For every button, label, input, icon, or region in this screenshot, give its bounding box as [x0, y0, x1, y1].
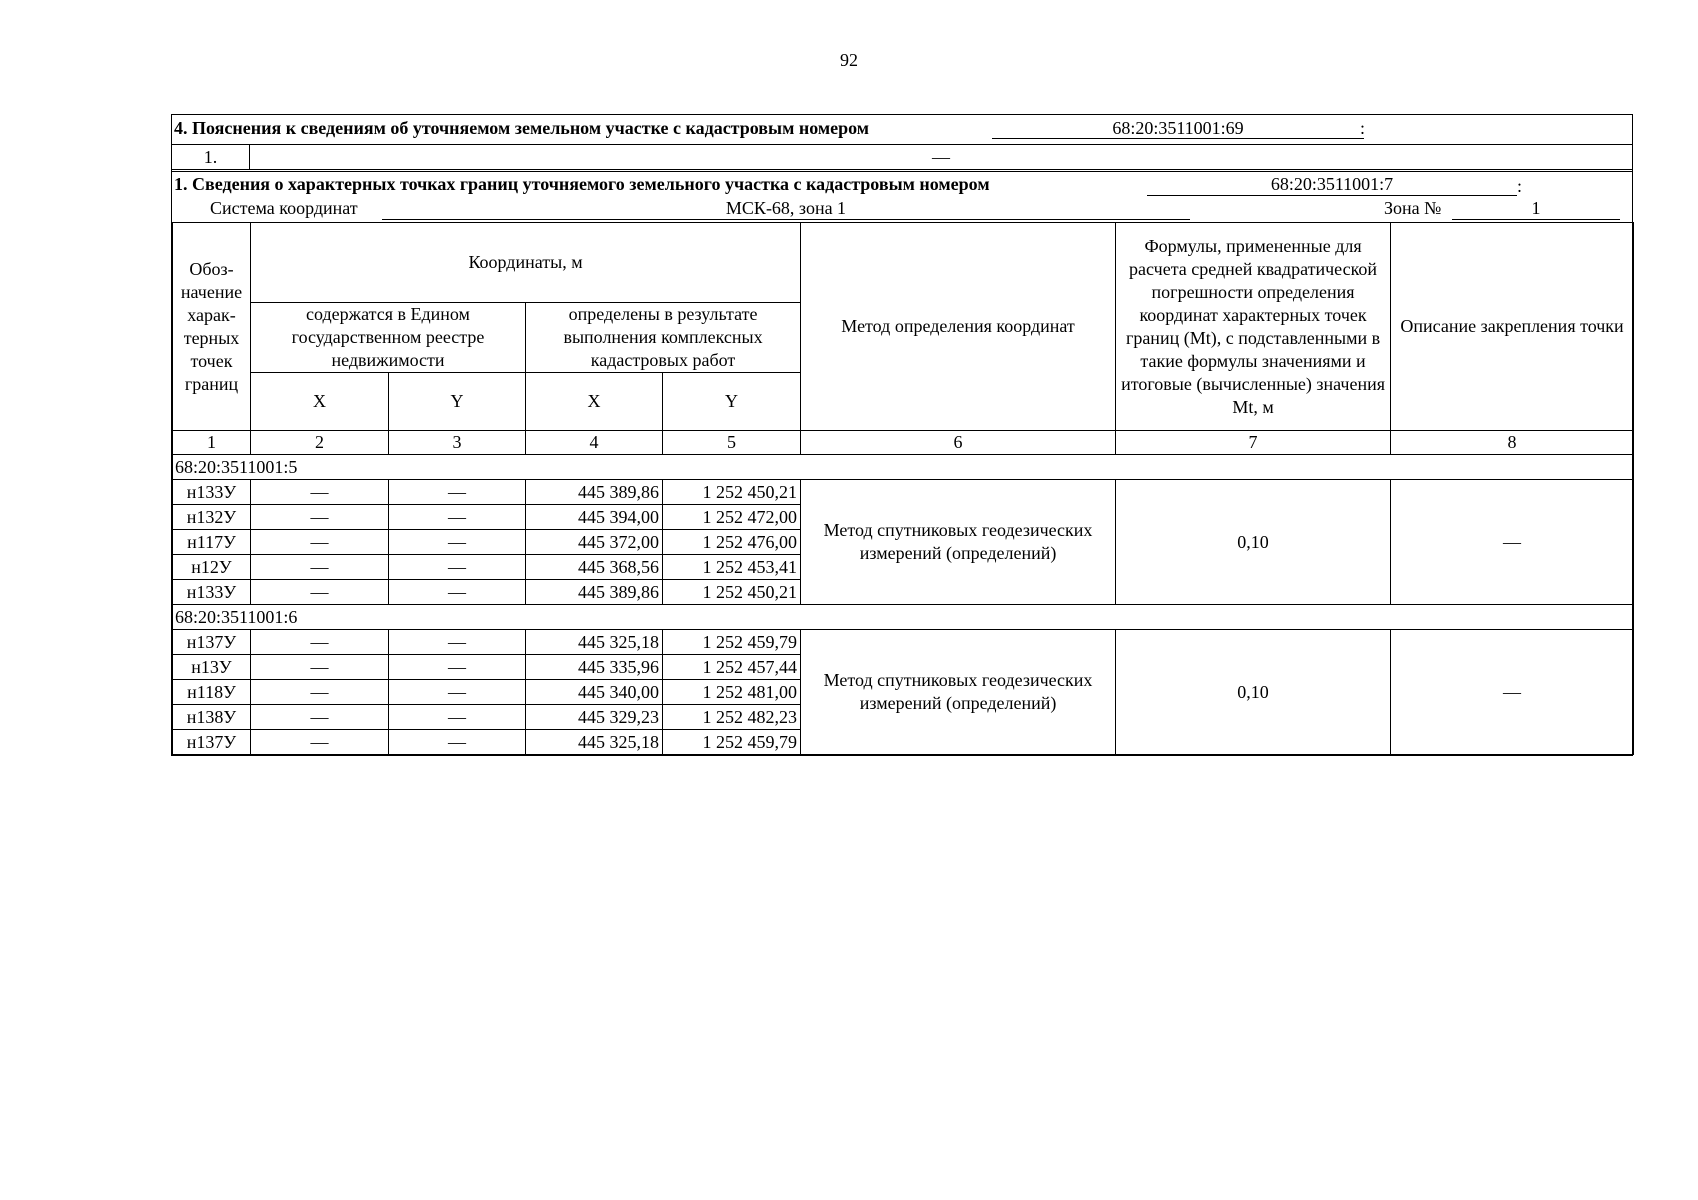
method-cell: Метод спутниковых геодезических измерений (определений)	[801, 480, 1116, 605]
coord-system-label: Система координат	[210, 198, 358, 218]
x-egrn-cell: —	[251, 580, 389, 605]
header-coordinates: Координаты, м	[251, 223, 801, 303]
x-cell: 445 372,00	[526, 530, 663, 555]
y-cell: 1 252 457,44	[663, 655, 801, 680]
section4-header	[172, 115, 1632, 145]
section1-title: 1. Сведения о характерных точках границ уточняемого земельного участка с кадастровым номером	[174, 174, 990, 194]
column-index: 1	[173, 431, 251, 455]
y-cell: 1 252 472,00	[663, 505, 801, 530]
parcel-group-label: 68:20:3511001:6	[173, 605, 1634, 630]
y-egrn-cell: —	[389, 680, 526, 705]
y-egrn-cell: —	[389, 580, 526, 605]
mt-value-cell: 0,10	[1116, 480, 1391, 605]
column-index: 7	[1116, 431, 1391, 455]
header-formula: Формулы, примененные для расчета средней квадратической погрешности определения координат характерных точек границ (Mt), с подставленными в такие формулы значениями и итоговые (вычисленные) значения Mt, м	[1116, 223, 1391, 431]
y-cell: 1 252 482,23	[663, 705, 801, 730]
header-x-egrn: X	[251, 373, 389, 431]
y-egrn-cell: —	[389, 705, 526, 730]
x-egrn-cell: —	[251, 680, 389, 705]
x-cell: 445 389,86	[526, 480, 663, 505]
y-cell: 1 252 459,79	[663, 730, 801, 755]
x-cell: 445 325,18	[526, 730, 663, 755]
header-description: Описание закрепления точки	[1391, 223, 1634, 431]
column-index: 8	[1391, 431, 1634, 455]
boundary-points-table	[172, 222, 1634, 755]
section4-colon: :	[1360, 118, 1366, 138]
point-designation: н118У	[173, 680, 251, 705]
coord-system-value: МСК-68, зона 1	[382, 198, 1190, 220]
x-egrn-cell: —	[251, 705, 389, 730]
y-cell: 1 252 450,21	[663, 480, 801, 505]
x-egrn-cell: —	[251, 630, 389, 655]
x-egrn-cell: —	[251, 480, 389, 505]
section4-row-value: —	[932, 147, 950, 167]
header-y-egrn: Y	[389, 373, 526, 431]
column-index: 2	[251, 431, 389, 455]
section1-header	[172, 172, 1632, 222]
x-cell: 445 368,56	[526, 555, 663, 580]
point-designation: н117У	[173, 530, 251, 555]
y-cell: 1 252 481,00	[663, 680, 801, 705]
description-cell: —	[1391, 480, 1634, 605]
column-index: 5	[663, 431, 801, 455]
column-index: 6	[801, 431, 1116, 455]
y-cell: 1 252 459,79	[663, 630, 801, 655]
y-egrn-cell: —	[389, 505, 526, 530]
cadastral-document	[171, 114, 1633, 756]
column-index-row	[173, 431, 1634, 455]
y-egrn-cell: —	[389, 530, 526, 555]
x-cell: 445 389,86	[526, 580, 663, 605]
point-designation: н137У	[173, 630, 251, 655]
x-egrn-cell: —	[251, 555, 389, 580]
point-designation: н138У	[173, 705, 251, 730]
point-designation: н13У	[173, 655, 251, 680]
zone-value: 1	[1452, 198, 1620, 220]
x-egrn-cell: —	[251, 505, 389, 530]
header-x: X	[526, 373, 663, 431]
x-cell: 445 329,23	[526, 705, 663, 730]
group-row	[173, 455, 1634, 480]
y-cell: 1 252 476,00	[663, 530, 801, 555]
x-cell: 445 335,96	[526, 655, 663, 680]
section1-colon: :	[1517, 176, 1523, 196]
x-egrn-cell: —	[251, 530, 389, 555]
header-method: Метод определения координат	[801, 223, 1116, 431]
method-cell: Метод спутниковых геодезических измерений (определений)	[801, 630, 1116, 755]
mt-value-cell: 0,10	[1116, 630, 1391, 755]
description-cell: —	[1391, 630, 1634, 755]
point-designation: н12У	[173, 555, 251, 580]
column-index: 4	[526, 431, 663, 455]
header-point-designation: Обоз-начение харак-терных точек границ	[173, 223, 251, 431]
point-designation: н133У	[173, 580, 251, 605]
x-cell: 445 340,00	[526, 680, 663, 705]
x-egrn-cell: —	[251, 655, 389, 680]
parcel-group-label: 68:20:3511001:5	[173, 455, 1634, 480]
section1-cadastral-number: 68:20:3511001:7	[1147, 174, 1517, 196]
y-egrn-cell: —	[389, 555, 526, 580]
header-egrn: содержатся в Едином государственном реестре недвижимости	[251, 302, 526, 373]
x-cell: 445 394,00	[526, 505, 663, 530]
x-egrn-cell: —	[251, 730, 389, 755]
group-row	[173, 605, 1634, 630]
point-designation: н137У	[173, 730, 251, 755]
x-cell: 445 325,18	[526, 630, 663, 655]
y-egrn-cell: —	[389, 480, 526, 505]
table-row	[173, 480, 1634, 505]
section4-row	[172, 145, 1632, 172]
section4-cadastral-number: 68:20:3511001:69	[992, 118, 1364, 139]
y-egrn-cell: —	[389, 730, 526, 755]
zone-label: Зона №	[1384, 198, 1442, 218]
page-number: 92	[840, 50, 858, 70]
header-y: Y	[663, 373, 801, 431]
point-designation: н133У	[173, 480, 251, 505]
y-egrn-cell: —	[389, 630, 526, 655]
y-egrn-cell: —	[389, 655, 526, 680]
y-cell: 1 252 450,21	[663, 580, 801, 605]
section4-row-number: 1.	[172, 145, 250, 169]
table-row	[173, 630, 1634, 655]
section4-title: 4. Пояснения к сведениям об уточняемом земельном участке с кадастровым номером	[174, 118, 870, 138]
header-complex-works: определены в результате выполнения комплексных кадастровых работ	[526, 302, 801, 373]
point-designation: н132У	[173, 505, 251, 530]
column-index: 3	[389, 431, 526, 455]
y-cell: 1 252 453,41	[663, 555, 801, 580]
